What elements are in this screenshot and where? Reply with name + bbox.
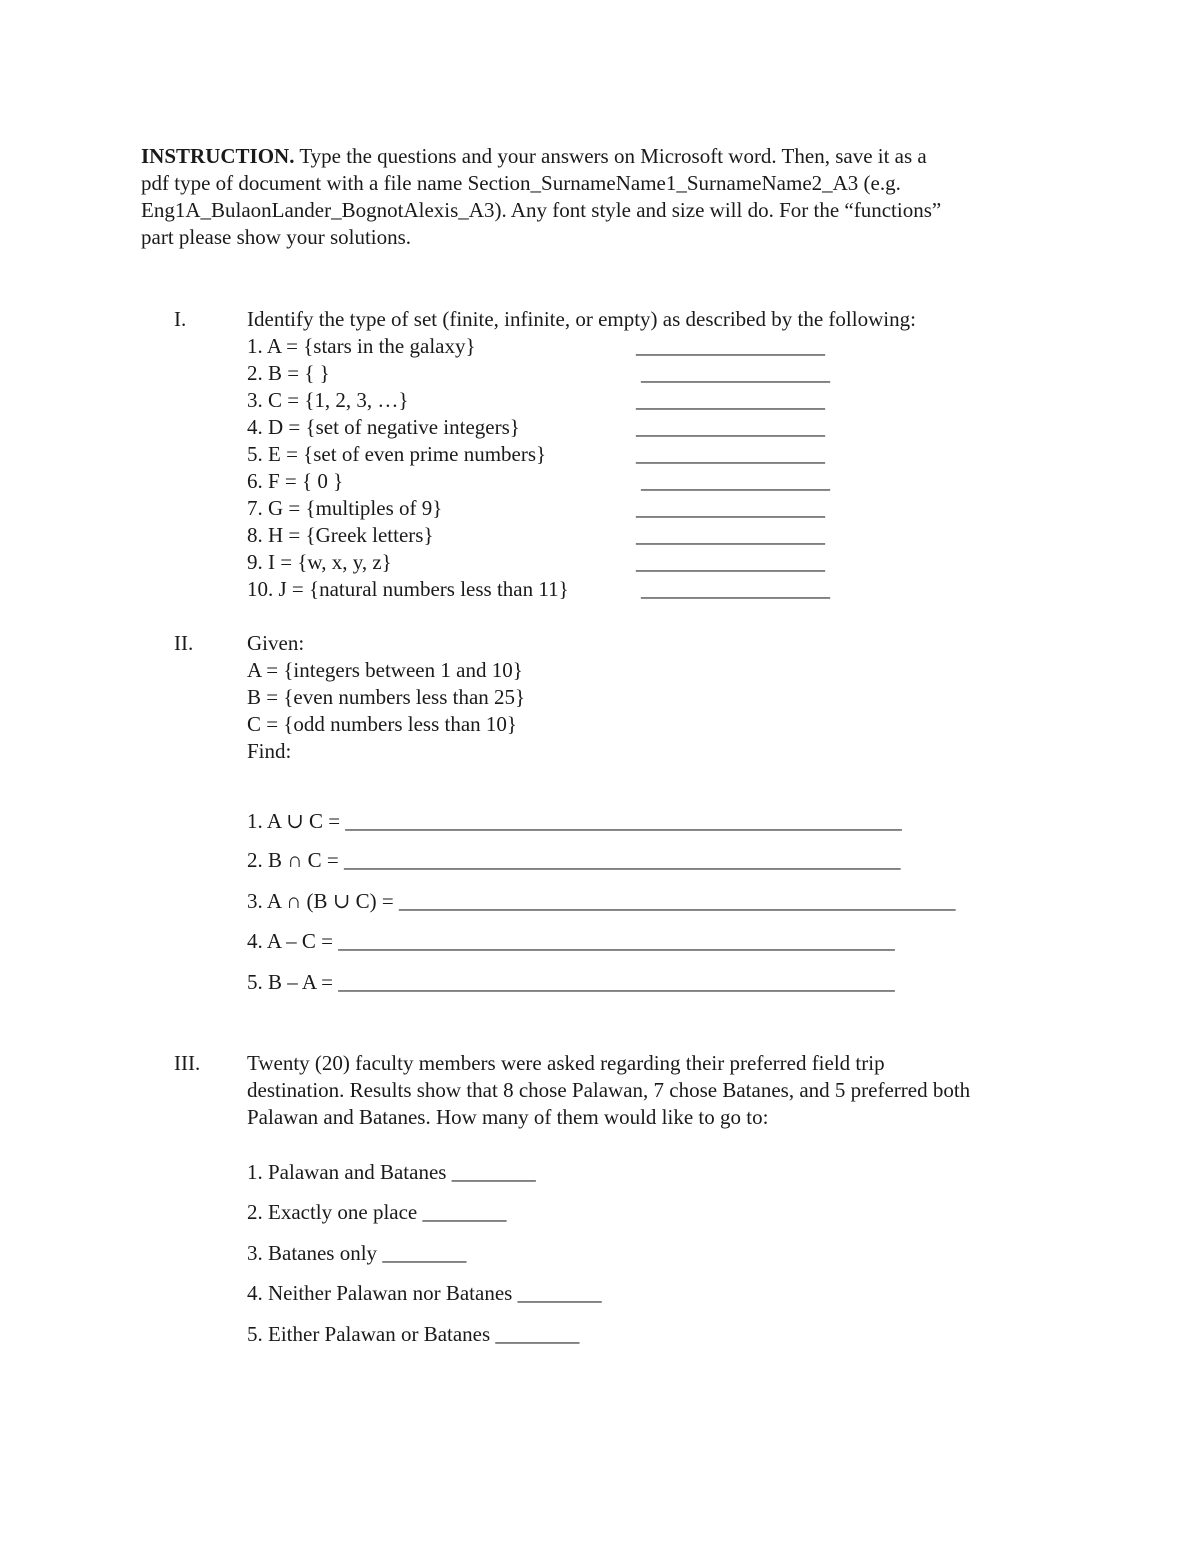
set-item-blank[interactable]: __________________ — [636, 442, 825, 466]
operation-item — [247, 969, 895, 996]
set-item-text: 10. J = {natural numbers less than 11} — [247, 577, 569, 601]
question-text: 4. Neither Palawan nor Batanes — [247, 1281, 518, 1305]
operation-blank[interactable]: _____________________________________________________ — [345, 809, 902, 833]
question-text: 5. Either Palawan or Batanes — [247, 1322, 496, 1346]
set-item-text: 6. F = { 0 } — [247, 469, 344, 493]
operation-text: 2. B ∩ C = — [247, 848, 345, 872]
section-1-prompt: Identify the type of set (finite, infinite, or empty) as described by the following: — [247, 307, 916, 331]
set-item-blank[interactable]: __________________ — [641, 469, 830, 493]
question-text: 1. Palawan and Batanes — [247, 1160, 452, 1184]
set-item-text: 8. H = {Greek letters} — [247, 523, 434, 547]
set-item-text: 7. G = {multiples of 9} — [247, 496, 443, 520]
find-label: Find: — [247, 739, 292, 763]
question-item — [247, 1280, 602, 1307]
section-2-numeral: II. — [174, 631, 194, 655]
operation-item — [247, 888, 955, 915]
set-item-blank[interactable]: __________________ — [636, 415, 825, 439]
problem-line-3: Palawan and Batanes. How many of them would like to go to: — [247, 1105, 769, 1129]
set-item-text: 3. C = {1, 2, 3, …} — [247, 388, 409, 412]
question-blank[interactable]: ________ — [517, 1281, 602, 1305]
instruction-text-1: Type the questions and your answers on Microsoft word. Then, save it as a — [294, 144, 927, 168]
problem-line-1: Twenty (20) faculty members were asked regarding their preferred field trip — [247, 1051, 885, 1075]
set-item-text: 9. I = {w, x, y, z} — [247, 550, 392, 574]
operation-blank[interactable]: _____________________________________________________ — [338, 929, 895, 953]
question-item — [247, 1321, 579, 1348]
set-item-blank[interactable]: __________________ — [636, 523, 825, 547]
set-definition: A = {integers between 1 and 10} — [247, 658, 523, 682]
set-item-text: 4. D = {set of negative integers} — [247, 415, 520, 439]
set-item-text: 1. A = {stars in the galaxy} — [247, 334, 476, 358]
question-text: 2. Exactly one place — [247, 1200, 423, 1224]
operation-item — [247, 847, 901, 874]
operation-text: 5. B – A = — [247, 970, 339, 994]
set-item-blank[interactable]: __________________ — [636, 496, 825, 520]
instruction-paragraph — [141, 143, 1081, 251]
instruction-line-4: part please show your solutions. — [141, 225, 412, 249]
instruction-line-3: Eng1A_BulaonLander_BognotAlexis_A3). Any font style and size will do. For the “functions” — [141, 198, 942, 222]
set-item-text: 2. B = { } — [247, 361, 330, 385]
operation-text: 1. A ∪ C = — [247, 809, 346, 833]
section-1-numeral: I. — [174, 307, 187, 331]
question-item — [247, 1159, 536, 1186]
question-item — [247, 1240, 466, 1267]
set-definition: B = {even numbers less than 25} — [247, 685, 526, 709]
set-item-blank[interactable]: __________________ — [641, 361, 830, 385]
problem-line-2: destination. Results show that 8 chose Palawan, 7 chose Batanes, and 5 preferred both — [247, 1078, 971, 1102]
operation-blank[interactable]: _____________________________________________________ — [344, 848, 901, 872]
question-blank[interactable]: ________ — [382, 1241, 467, 1265]
question-blank[interactable]: ________ — [422, 1200, 507, 1224]
operation-text: 4. A – C = — [247, 929, 339, 953]
set-definition: C = {odd numbers less than 10} — [247, 712, 517, 736]
instruction-line-2: pdf type of document with a file name Section_SurnameName1_SurnameName2_A3 (e.g. — [141, 171, 901, 195]
section-3-numeral: III. — [174, 1051, 201, 1075]
operation-blank[interactable]: _____________________________________________________ — [398, 889, 956, 913]
instruction-label: INSTRUCTION. — [141, 144, 295, 168]
set-item-blank[interactable]: __________________ — [636, 550, 825, 574]
instruction-line-1 — [141, 143, 1081, 170]
question-item — [247, 1199, 507, 1226]
question-text: 3. Batanes only — [247, 1241, 383, 1265]
question-blank[interactable]: ________ — [495, 1322, 580, 1346]
operation-item — [247, 808, 902, 835]
question-blank[interactable]: ________ — [451, 1160, 536, 1184]
set-item-blank[interactable]: __________________ — [641, 577, 830, 601]
set-item-blank[interactable]: __________________ — [636, 388, 825, 412]
operation-item — [247, 928, 895, 955]
given-label: Given: — [247, 631, 305, 655]
operation-blank[interactable]: _____________________________________________________ — [338, 970, 895, 994]
set-item-blank[interactable]: __________________ — [636, 334, 825, 358]
operation-text: 3. A ∩ (B ∪ C) = — [247, 889, 399, 913]
set-item-text: 5. E = {set of even prime numbers} — [247, 442, 547, 466]
